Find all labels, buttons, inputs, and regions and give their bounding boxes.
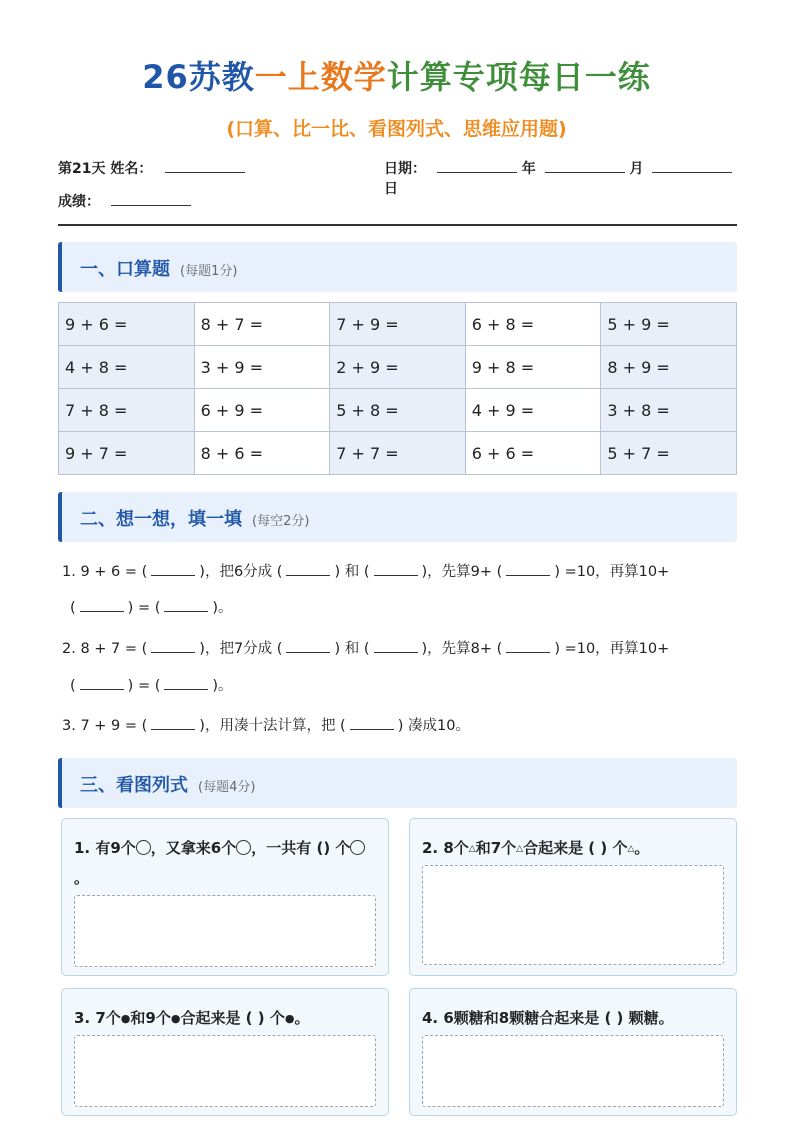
table-cell[interactable]: 5 + 8 =	[330, 389, 466, 432]
day-label: 日	[384, 181, 398, 197]
card-2-question	[422, 833, 722, 864]
answer-blank[interactable]	[164, 597, 208, 612]
answer-blank[interactable]	[506, 561, 550, 576]
q1-text-e: ) =10，再算10+	[554, 564, 670, 580]
section-1-title: 一、口算题	[80, 259, 170, 280]
q3-text-a: 3. 7 + 9 = (	[62, 718, 148, 734]
fill-question-1-cont	[70, 597, 750, 618]
answer-blank[interactable]	[374, 561, 418, 576]
answer-blank[interactable]	[80, 597, 124, 612]
q1-text-a: 1. 9 + 6 = (	[62, 564, 148, 580]
table-row	[59, 389, 737, 432]
q2-text-h: )。	[212, 678, 233, 694]
info-row-score	[58, 191, 738, 211]
table-cell[interactable]: 4 + 9 =	[465, 389, 601, 432]
card-3-text-a: 3. 7个	[74, 1009, 121, 1027]
table-cell[interactable]: 9 + 7 =	[59, 432, 195, 475]
fill-question-1	[62, 561, 742, 582]
answer-box[interactable]	[74, 1035, 376, 1107]
section-3-note: (每题4分)	[198, 780, 256, 795]
page-subtitle: (口算、比一比、看图列式、思维应用题)	[226, 118, 567, 140]
table-cell[interactable]: 5 + 7 =	[601, 432, 737, 475]
fill-question-2-cont	[70, 675, 750, 696]
answer-blank[interactable]	[151, 638, 195, 653]
card-2-text-a: 2. 8个	[422, 839, 469, 857]
table-cell[interactable]: 4 + 8 =	[59, 346, 195, 389]
table-cell[interactable]: 6 + 9 =	[194, 389, 330, 432]
mental-math-table	[58, 302, 737, 475]
card-1-question	[74, 833, 374, 893]
answer-box[interactable]	[74, 895, 376, 967]
table-row	[59, 432, 737, 475]
section-2-title: 二、想一想，填一填	[80, 509, 242, 530]
page-title	[0, 52, 793, 98]
header-divider	[58, 224, 737, 226]
q1-text-g: ) = (	[127, 600, 161, 616]
card-1-text-c: ，一共有 (	[251, 839, 324, 857]
card-1-text-a: 1. 有9个	[74, 839, 136, 857]
title-part-3: 数学	[320, 58, 387, 96]
answer-blank[interactable]	[80, 675, 124, 690]
card-2-text-d: 。	[634, 839, 650, 857]
table-cell[interactable]: 9 + 8 =	[465, 346, 601, 389]
score-label: 成绩：	[58, 194, 100, 210]
picture-question-card-4	[409, 988, 737, 1116]
info-row-name-date	[58, 158, 738, 197]
card-3-question	[74, 1003, 374, 1034]
date-label: 日期：	[384, 161, 426, 177]
table-cell[interactable]: 7 + 9 =	[330, 303, 466, 346]
section-1-note: (每题1分)	[180, 264, 238, 279]
answer-blank[interactable]	[151, 561, 195, 576]
title-part-1: 26苏教	[142, 58, 255, 96]
answer-blank[interactable]	[286, 561, 330, 576]
q2-text-a: 2. 8 + 7 = (	[62, 641, 148, 657]
table-cell[interactable]: 7 + 7 =	[330, 432, 466, 475]
picture-question-card-3	[61, 988, 389, 1116]
section-2-note: (每空2分)	[252, 514, 310, 529]
fill-question-2	[62, 638, 742, 659]
dot-icon: ●	[170, 1012, 181, 1025]
year-label: 年	[521, 161, 536, 177]
score-field[interactable]	[111, 191, 191, 206]
triangle-icon: △	[627, 844, 635, 854]
card-3-text-c: 合起来是 ( ) 个	[180, 1009, 285, 1027]
q2-text-f: (	[70, 678, 76, 694]
table-cell[interactable]: 8 + 7 =	[194, 303, 330, 346]
card-1-text-b: ，又拿来6个	[150, 839, 237, 857]
section-3-title: 三、看图列式	[80, 775, 188, 796]
table-cell[interactable]: 7 + 8 =	[59, 389, 195, 432]
dot-icon: ●	[120, 1012, 131, 1025]
title-part-4: 计算专项每日一练	[386, 58, 651, 96]
table-cell[interactable]: 2 + 9 =	[330, 346, 466, 389]
q3-text-b: )，用凑十法计算，把 (	[199, 718, 346, 734]
day-name-label: 第21天 姓名：	[58, 161, 153, 177]
circle-icon	[136, 840, 151, 855]
card-2-text-b: 和7个	[475, 839, 517, 857]
triangle-icon: △	[468, 844, 476, 854]
table-cell[interactable]: 6 + 6 =	[465, 432, 601, 475]
q1-text-f: (	[70, 600, 76, 616]
q1-text-b: )，把6分成 (	[199, 564, 283, 580]
section-2-header	[58, 492, 737, 542]
table-cell[interactable]: 6 + 8 =	[465, 303, 601, 346]
table-row	[59, 303, 737, 346]
q2-text-d: )，先算8+ (	[421, 641, 503, 657]
table-cell[interactable]: 8 + 9 =	[601, 346, 737, 389]
answer-blank[interactable]	[506, 638, 550, 653]
answer-blank[interactable]	[350, 715, 394, 730]
fill-question-3	[62, 715, 742, 736]
q1-text-c: ) 和 (	[334, 564, 370, 580]
table-cell[interactable]: 3 + 8 =	[601, 389, 737, 432]
q2-text-b: )，把7分成 (	[199, 641, 283, 657]
circle-icon	[350, 840, 365, 855]
circle-icon	[236, 840, 251, 855]
section-1-header	[58, 242, 737, 292]
q2-text-g: ) = (	[127, 678, 161, 694]
q2-text-e: ) =10，再算10+	[554, 641, 670, 657]
card-3-text-d: 。	[294, 1009, 310, 1027]
q1-text-h: )。	[212, 600, 233, 616]
section-3-header	[58, 758, 737, 808]
month-label: 月	[629, 161, 644, 177]
card-4-question: 4. 6颗糖和8颗糖合起来是 ( ) 颗糖。	[422, 1009, 674, 1027]
table-cell[interactable]: 8 + 6 =	[194, 432, 330, 475]
table-cell[interactable]: 9 + 6 =	[59, 303, 195, 346]
answer-blank[interactable]	[374, 638, 418, 653]
q3-text-c: ) 凑成10。	[397, 718, 470, 734]
answer-blank[interactable]	[151, 715, 195, 730]
q2-text-c: ) 和 (	[334, 641, 370, 657]
q1-text-d: )，先算9+ (	[421, 564, 503, 580]
picture-question-card-2	[409, 818, 737, 976]
date-day-field[interactable]	[652, 158, 732, 173]
answer-blank[interactable]	[164, 675, 208, 690]
name-field[interactable]	[165, 158, 245, 173]
triangle-icon: △	[516, 844, 524, 854]
answer-box[interactable]	[422, 865, 724, 965]
dot-icon: ●	[284, 1012, 295, 1025]
table-cell[interactable]: 3 + 9 =	[194, 346, 330, 389]
card-1-text-e: 。	[74, 869, 90, 887]
date-month-field[interactable]	[545, 158, 625, 173]
title-part-2: 一上	[254, 58, 321, 96]
answer-box[interactable]	[422, 1035, 724, 1107]
table-row	[59, 346, 737, 389]
card-1-text-d: ) 个	[323, 839, 351, 857]
date-year-field[interactable]	[437, 158, 517, 173]
picture-question-card-1	[61, 818, 389, 976]
table-cell[interactable]: 5 + 9 =	[601, 303, 737, 346]
answer-blank[interactable]	[286, 638, 330, 653]
card-2-text-c: 合起来是 ( ) 个	[523, 839, 628, 857]
card-3-text-b: 和9个	[130, 1009, 171, 1027]
